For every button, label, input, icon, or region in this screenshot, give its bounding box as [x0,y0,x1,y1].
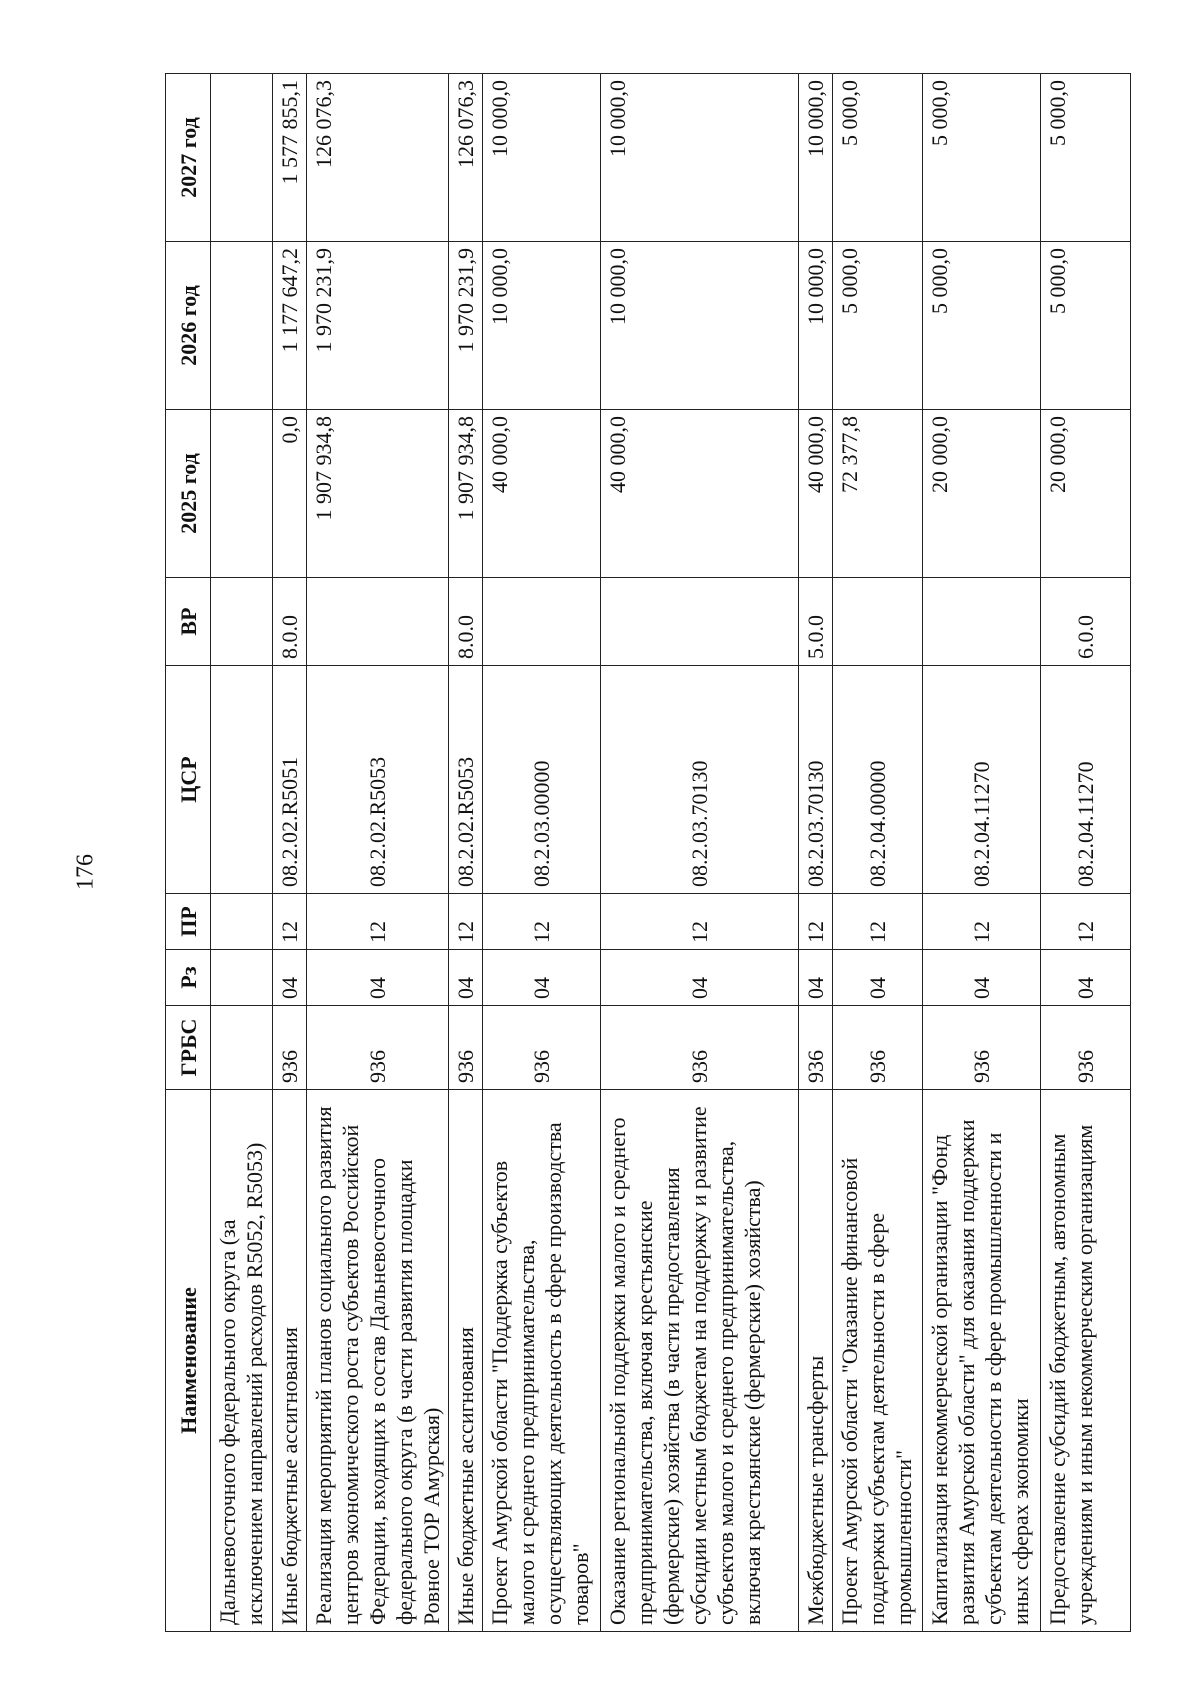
row-grbs: 936 [483,1006,601,1090]
row-csr: 08.2.03.70130 [799,666,833,894]
row-rz: 04 [273,950,307,1006]
row-rz: 04 [449,950,483,1006]
row-vr [923,578,1041,666]
row-vr [211,578,273,666]
header-name: Наименование [166,1090,211,1632]
row-2026: 10 000,0 [601,242,799,410]
row-rz: 04 [833,950,923,1006]
row-2027: 10 000,0 [601,74,799,242]
row-grbs: 936 [1041,1006,1131,1090]
row-rz: 04 [923,950,1041,1006]
row-pr: 12 [833,894,923,950]
row-name: Предоставление субсидий бюджетным, автономным учреждениям и иным некоммерческим организациям [1041,1090,1131,1632]
rotated-table-container [165,74,1098,1632]
row-vr [601,578,799,666]
row-2026: 1 177 647,2 [273,242,307,410]
header-2027: 2027 год [166,74,211,242]
row-2027: 5 000,0 [923,74,1041,242]
row-pr: 12 [273,894,307,950]
header-grbs: ГРБС [166,1006,211,1090]
row-2026: 1 970 231,9 [449,242,483,410]
row-2026: 5 000,0 [1041,242,1131,410]
row-2027 [211,74,273,242]
row-csr: 08.2.02.R5053 [307,666,449,894]
row-2026 [211,242,273,410]
table-row [483,74,601,1632]
row-2027: 5 000,0 [1041,74,1131,242]
row-2025: 1 907 934,8 [449,410,483,578]
row-rz: 04 [799,950,833,1006]
row-pr: 12 [449,894,483,950]
row-2025: 40 000,0 [601,410,799,578]
table-row [307,74,449,1632]
row-grbs: 936 [923,1006,1041,1090]
row-grbs: 936 [449,1006,483,1090]
row-name: Оказание региональной поддержки малого и среднего предпринимательства, включая крестьянские (фермерские) хозяйства (в части предоставления субсидии местным бюджетам на поддержку и развитие субъектов малого и среднего предпринимательства, включая крестьянские (фермерские) хозяйства) [601,1090,799,1632]
page-number: 176 [72,854,99,890]
row-name: Межбюджетные трансферты [799,1090,833,1632]
row-name: Проект Амурской области "Оказание финансовой поддержки субъектам деятельности в сфере промышленности" [833,1090,923,1632]
header-row [166,74,211,1632]
table-row [211,74,273,1632]
row-csr: 08.2.04.00000 [833,666,923,894]
table-row [923,74,1041,1632]
header-vr: ВР [166,578,211,666]
row-pr [211,894,273,950]
table-row [833,74,923,1632]
row-rz: 04 [601,950,799,1006]
row-name: Дальневосточного федерального округа (за исключением направлений расходов R5052, R5053) [211,1090,273,1632]
row-grbs: 936 [601,1006,799,1090]
row-grbs: 936 [273,1006,307,1090]
row-name: Реализация мероприятий планов социального развития центров экономического роста субъектов Российской Федерации, входящих в состав Дальневосточного федерального округа (в части развития площадки Ровное ТОР Амурская) [307,1090,449,1632]
row-vr [307,578,449,666]
row-csr: 08.2.02.R5051 [273,666,307,894]
row-2027: 126 076,3 [307,74,449,242]
row-2025: 20 000,0 [1041,410,1131,578]
row-rz [211,950,273,1006]
row-pr: 12 [799,894,833,950]
table-row [601,74,799,1632]
row-grbs [211,1006,273,1090]
row-name: Иные бюджетные ассигнования [449,1090,483,1632]
row-vr: 6.0.0 [1041,578,1131,666]
row-2026: 1 970 231,9 [307,242,449,410]
header-rz: Рз [166,950,211,1006]
header-2025: 2025 год [166,410,211,578]
header-2026: 2026 год [166,242,211,410]
row-2025: 40 000,0 [483,410,601,578]
row-pr: 12 [307,894,449,950]
row-pr: 12 [1041,894,1131,950]
row-pr: 12 [601,894,799,950]
row-2025: 1 907 934,8 [307,410,449,578]
row-2027: 1 577 855,1 [273,74,307,242]
row-2025 [211,410,273,578]
table-row [1041,74,1131,1632]
row-name: Иные бюджетные ассигнования [273,1090,307,1632]
row-csr: 08.2.03.70130 [601,666,799,894]
row-vr: 8.0.0 [449,578,483,666]
row-2025: 0,0 [273,410,307,578]
row-rz: 04 [307,950,449,1006]
row-vr [833,578,923,666]
row-pr: 12 [923,894,1041,950]
row-grbs: 936 [833,1006,923,1090]
row-2027: 10 000,0 [799,74,833,242]
row-2026: 5 000,0 [833,242,923,410]
row-2027: 5 000,0 [833,74,923,242]
row-2026: 10 000,0 [483,242,601,410]
row-2026: 10 000,0 [799,242,833,410]
row-name: Капитализация некоммерческой организации "Фонд развития Амурской области" для оказания поддержки субъектам деятельности в сфере промышленности и иных сферах экономики [923,1090,1041,1632]
row-grbs: 936 [799,1006,833,1090]
row-pr: 12 [483,894,601,950]
row-rz: 04 [1041,950,1131,1006]
row-2027: 126 076,3 [449,74,483,242]
budget-table [165,73,1131,1632]
row-grbs: 936 [307,1006,449,1090]
table-row [799,74,833,1632]
row-csr: 08.2.03.00000 [483,666,601,894]
row-2025: 40 000,0 [799,410,833,578]
row-vr [483,578,601,666]
header-pr: ПР [166,894,211,950]
row-vr: 5.0.0 [799,578,833,666]
row-csr: 08.2.04.11270 [1041,666,1131,894]
row-csr: 08.2.04.11270 [923,666,1041,894]
row-2027: 10 000,0 [483,74,601,242]
header-csr: ЦСР [166,666,211,894]
row-vr: 8.0.0 [273,578,307,666]
row-rz: 04 [483,950,601,1006]
row-2026: 5 000,0 [923,242,1041,410]
row-csr [211,666,273,894]
row-2025: 72 377,8 [833,410,923,578]
row-csr: 08.2.02.R5053 [449,666,483,894]
row-2025: 20 000,0 [923,410,1041,578]
row-name: Проект Амурской области "Поддержка субъектов малого и среднего предпринимательства, осуществляющих деятельность в сфере производства товаров" [483,1090,601,1632]
table-row [273,74,307,1632]
table-row [449,74,483,1632]
